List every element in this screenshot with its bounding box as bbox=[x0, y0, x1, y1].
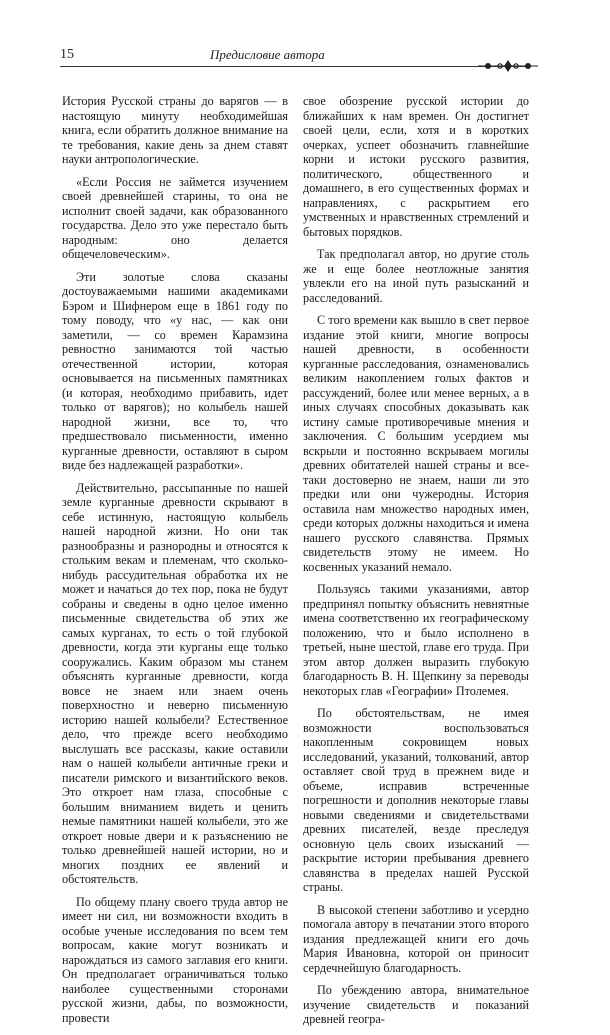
paragraph: История Русской страны до варягов — в настоящую минуту необходимейшая книга, если обратить должное внимание на те требования, какие день за днем ставят науки антропологические. bbox=[62, 94, 288, 166]
running-title: Предисловие автора bbox=[210, 47, 325, 62]
paragraph: С того времени как вышло в свет первое издание этой книги, многие вопросы нашей древности, в особенности курганные расследования, ознаменовались великим накоплением голых фактов и рассуждений, более или менее верных, а в иных случаях способных доказывать как истину самые противоречивые мнения и заключения. С большим усердием мы вскрыли и постоянно вскрываем могилы древних обитателей нашей страны и все-таки достоверно не знаем, наши ли это предки или они чужеродны. История оставила нам множество народных имен, среди которых должны находиться и имена нашего русского славянства. Прямых свидетельств этому не имеем. Но косвенных указаний немало. bbox=[303, 313, 529, 574]
page-number: 15 bbox=[60, 47, 74, 62]
paragraph: По общему плану своего труда автор не имеет ни сил, ни возможности входить в особые ученые исследования по всем тем вопросам, какие могут возникать и нарождаться из самого заглавия его книги. Он предполагает ограничиваться только наиболее существенными сторонами русской жизни, дабы, по возможности, провести bbox=[62, 894, 288, 1025]
right-column bbox=[303, 94, 529, 1035]
paragraph: «Если Россия не займется изучением своей древнейшей старины, то она не исполнит своей задачи, как образованного государства. Дело это уже перестало быть народным: оно делается общечеловеческим». bbox=[62, 174, 288, 261]
paragraph: Пользуясь такими указаниями, автор предпринял попытку объяснить невнятные имена соответственно их географическому положению, что и было исполнено в третьей, ныне шестой, главе его труда. При этом автор должен выразить глубокую благодарность В. Н. Щепкину за переводы некоторых глав «Географии» Птолемея. bbox=[303, 582, 529, 698]
paragraph: По убеждению автора, внимательное изучение свидетельств и показаний древней геогра- bbox=[303, 983, 529, 1026]
paragraph: Действительно, рассыпанные по нашей земле курганные древности скрывают в себе истинную, настоящую колыбель нашей народной жизни. Но они так разнообразны и разнородны и относятся к стольким векам и племенам, что сколько-нибудь рассудительная обработка их не может и начаться до тех пор, пока не будут собраны и сведены в одно целое именно письменные свидетельства об этих же самых курганах, то есть о той глубокой древности, когда эти курганы еще только сооружались. Каким образом мы станем объяснять курганные древности, когда вовсе не знаем или знаем очень поверхностно и неверно письменную историю нашей колыбели? Естественное дело, что прежде всего необходимо выслушать все рассказы, какие оставили нам о нашей колыбели античные греки и писатели римского и византийского веков. Это откроет нам глаза, способные с большим вниманием видеть и ценить немые памятники нашей колыбели, это же откроет новые двери и к разъяснению не только древнейшей нашей истории, но и многих поздних ее явлений и обстоятельств. bbox=[62, 480, 288, 886]
header-rule bbox=[60, 66, 530, 67]
paragraph: Так предполагал автор, но другие столь же и еще более неотложные занятия увлекли его на иной путь разысканий и расследований. bbox=[303, 247, 529, 305]
paragraph: В высокой степени заботливо и усердно помогала автору в печатании этого второго издания предлежащей книги его дочь Мария Ивановна, которой он приносит сердечнейшую благодарность. bbox=[303, 902, 529, 975]
paragraph: свое обозрение русской истории до ближайших к нам времен. Он достигнет своей цели, если, хотя и в коротких очерках, успеет обозначить главнейшие корни и истоки русского развития, политического, общественного и домашнего, в его существенных формах и направлениях, с раскрытием его умственных и нравственных стремлений и бытовых порядков. bbox=[303, 94, 529, 239]
paragraph: Эти золотые слова сказаны достоуважаемыми нашими академиками Бэром и Шифнером еще в 1861 году по тому поводу, что «у нас, — как они заметили, — со времен Карамзина ревностно занимаются той частью отечественной истории, которая основывается на письменных памятниках (и которая, необходимо прибавить, идет только от варягов); но колыбель нашей народной жизни, все то, что предшествовало письменности, именно курганные древности, оставляют в сыром виде без надлежащей разработки». bbox=[62, 269, 288, 472]
floral-ornament-icon bbox=[478, 58, 538, 74]
left-column bbox=[62, 94, 288, 1033]
paragraph: По обстоятельствам, не имея возможности воспользоваться накопленным сокровищем новых исследований, указаний, толкований, автор оставляет свой труд в прежнем виде и объеме, исправив встреченные погрешности и дополнив некоторые главы новыми сведениями и свидетельствами древних писателей, везде преследуя основную цель своих изысканий — раскрытие истории пребывания древнего славянства в пределах нашей Русской страны. bbox=[303, 706, 529, 894]
